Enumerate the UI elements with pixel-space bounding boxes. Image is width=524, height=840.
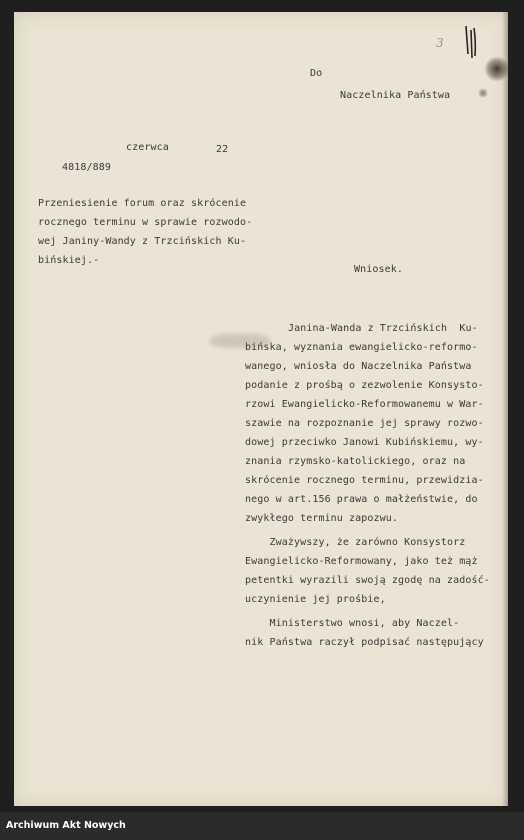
body-line: uczynienie jej prośbie,: [245, 594, 386, 605]
body-line: Janina-Wanda z Trzcińskich Ku-: [288, 323, 478, 334]
body-line: skrócenie rocznego terminu, przewidzia-: [245, 475, 484, 486]
date-month: czerwca: [126, 142, 169, 153]
subject-line: Przeniesienie forum oraz skrócenie: [38, 198, 247, 209]
document-heading: Wniosek.: [354, 264, 403, 275]
body-line: rzowi Ewangielicko-Reformowanemu w War-: [245, 399, 484, 410]
ink-dot: [478, 88, 488, 98]
date-day: 22: [216, 144, 229, 155]
body-line: wanego, wniosła do Naczelnika Państwa: [245, 361, 472, 372]
body-line: podanie z prośbą o zezwolenie Konsysto-: [245, 380, 484, 391]
pencil-page-number: 3: [436, 36, 444, 50]
body-line: Ewangielicko-Reformowany, jako też mąż: [245, 556, 478, 567]
body-line: bińska, wyznania ewangielicko-reformo-: [245, 342, 478, 353]
addressee: Naczelnika Państwa: [340, 90, 451, 101]
page-edge-shadow: [502, 12, 508, 806]
body-line: dowej przeciwko Janowi Kubińskiemu, wy-: [245, 437, 484, 448]
subject-line: wej Janiny-Wandy z Trzcińskich Ku-: [38, 236, 247, 247]
body-line: petentki wyrazili swoją zgodę na zadość-: [245, 575, 490, 586]
reference-number: 4818/889: [62, 162, 111, 173]
body-line: nik Państwa raczył podpisać następujący: [245, 637, 484, 648]
body-line: Ministerstwo wnosi, aby Naczel-: [245, 618, 460, 629]
body-line: znania rzymsko-katolickiego, oraz na: [245, 456, 466, 467]
addressee-prefix: Do: [310, 68, 323, 79]
subject-line: bińskiej.-: [38, 255, 100, 266]
subject-line: rocznego terminu w sprawie rozwodo-: [38, 217, 253, 228]
body-line: Zważywszy, że zarówno Konsystorz: [245, 537, 466, 548]
archive-label: Archiwum Akt Nowych: [6, 820, 126, 831]
ink-signature-mark: [462, 24, 480, 64]
ink-stain: [484, 56, 510, 82]
body-line: szawie na rozpoznanie jej sprawy rozwo-: [245, 418, 484, 429]
body-line: zwykłego terminu zapozwu.: [245, 513, 399, 524]
body-line: nego w art.156 prawa o małżeństwie, do: [245, 494, 478, 505]
archive-footer: [0, 812, 524, 840]
